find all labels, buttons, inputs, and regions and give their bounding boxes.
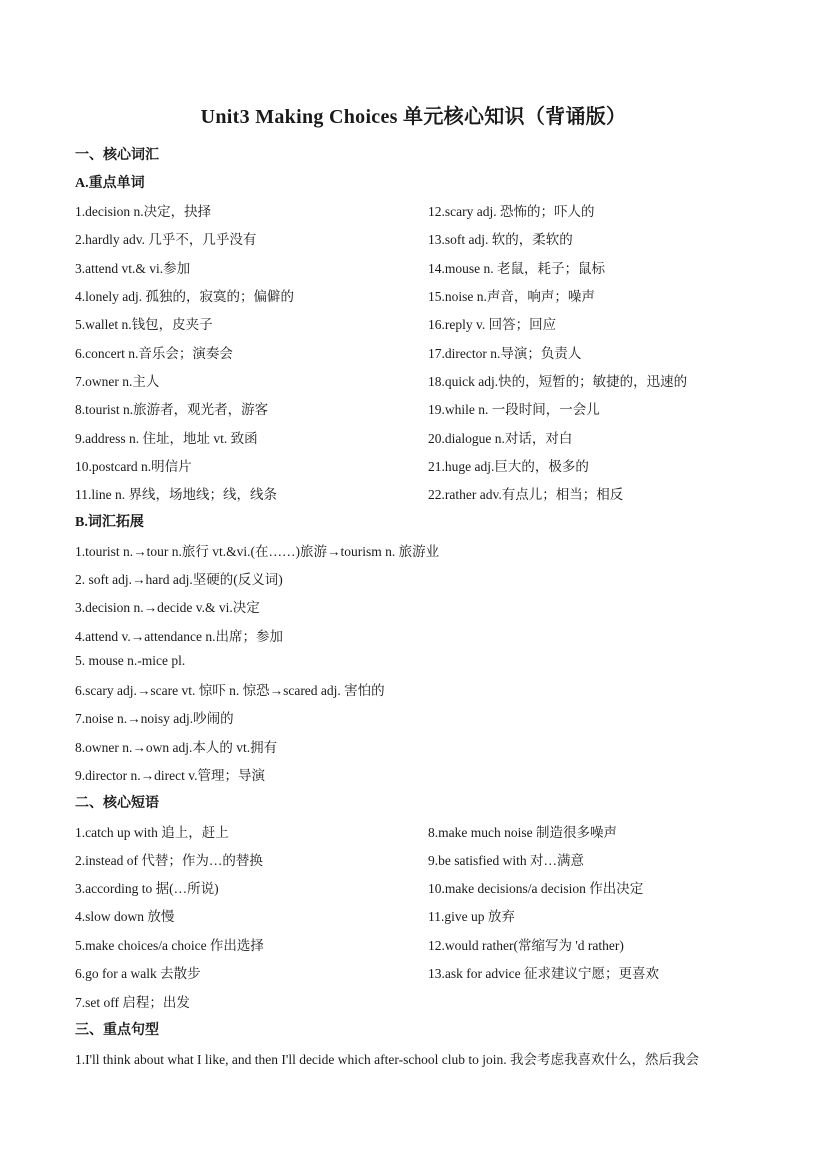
subheading-key-words: A.重点单词	[75, 176, 145, 191]
section-heading-sentences: 三、重点句型	[75, 1023, 159, 1038]
word-item: 10.postcard n.明信片	[75, 459, 192, 474]
word-item: 6.concert n.音乐会；演奏会	[75, 346, 233, 361]
expansion-item: 1.tourist n.→tour n.旅行 vt.&vi.(在……)旅游→tourism n. 旅游业	[75, 544, 440, 559]
phrase-item: 4.slow down 放慢	[75, 909, 175, 924]
phrase-item: 13.ask for advice 征求建议宁愿；更喜欢	[428, 966, 659, 981]
word-item: 22.rather adv.有点儿；相当；相反	[428, 487, 624, 502]
document-title: Unit3 Making Choices 单元核心知识（背诵版）	[200, 106, 627, 128]
word-item: 16.reply v. 回答；回应	[428, 317, 557, 332]
expansion-item: 4.attend v.→attendance n.出席；参加	[75, 629, 283, 644]
word-item: 20.dialogue n.对话，对白	[428, 431, 573, 446]
word-item: 14.mouse n. 老鼠，耗子；鼠标	[428, 261, 605, 276]
expansion-item: 9.director n.→direct v.管理；导演	[75, 768, 265, 783]
phrase-item: 7.set off 启程；出发	[75, 995, 190, 1010]
word-item: 19.while n. 一段时间，一会儿	[428, 402, 600, 417]
phrase-item: 11.give up 放弃	[428, 909, 515, 924]
phrase-item: 10.make decisions/a decision 作出决定	[428, 881, 644, 896]
word-item: 8.tourist n.旅游者，观光者，游客	[75, 402, 269, 417]
word-item: 1.decision n.决定，抉择	[75, 204, 212, 219]
word-item: 9.address n. 住址，地址 vt. 致函	[75, 431, 258, 446]
phrase-item: 6.go for a walk 去散步	[75, 966, 201, 981]
word-item: 7.owner n.主人	[75, 374, 160, 389]
expansion-item: 7.noise n.→noisy adj.吵闹的	[75, 711, 234, 726]
word-item: 15.noise n.声音，响声；噪声	[428, 289, 595, 304]
section-heading-vocab: 一、核心词汇	[75, 148, 159, 163]
phrase-item: 8.make much noise 制造很多噪声	[428, 825, 617, 840]
word-item: 5.wallet n.钱包，皮夹子	[75, 317, 213, 332]
phrase-item: 12.would rather(常缩写为 'd rather)	[428, 938, 624, 953]
expansion-item: 5. mouse n.-mice pl.	[75, 653, 186, 668]
phrase-item: 3.according to 据(…所说)	[75, 881, 219, 896]
word-item: 13.soft adj. 软的，柔软的	[428, 232, 573, 247]
word-item: 2.hardly adv. 几乎不，几乎没有	[75, 232, 257, 247]
expansion-item: 3.decision n.→decide v.& vi.决定	[75, 600, 260, 615]
word-item: 11.line n. 界线，场地线；线，线条	[75, 487, 277, 502]
section-heading-phrases: 二、核心短语	[75, 796, 159, 811]
expansion-item: 2. soft adj.→hard adj.坚硬的(反义词)	[75, 572, 283, 587]
sentence-item: 1.I'll think about what I like, and then I'll decide which after-school club to join. 我会考虑我喜欢什么，然后我会	[75, 1052, 699, 1067]
phrase-item: 2.instead of 代替；作为…的替换	[75, 853, 263, 868]
word-item: 3.attend vt.& vi.参加	[75, 261, 191, 276]
phrase-item: 5.make choices/a choice 作出选择	[75, 938, 264, 953]
word-item: 18.quick adj.快的，短暂的；敏捷的，迅速的	[428, 374, 688, 389]
phrase-item: 1.catch up with 追上，赶上	[75, 825, 229, 840]
word-item: 12.scary adj. 恐怖的；吓人的	[428, 204, 595, 219]
subheading-vocab-expansion: B.词汇拓展	[75, 515, 144, 530]
expansion-item: 6.scary adj.→scare vt. 惊吓 n. 惊恐→scared adj. 害怕的	[75, 683, 385, 698]
word-item: 17.director n.导演；负责人	[428, 346, 582, 361]
expansion-item: 8.owner n.→own adj.本人的 vt.拥有	[75, 740, 278, 755]
word-item: 21.huge adj.巨大的，极多的	[428, 459, 589, 474]
phrase-item: 9.be satisfied with 对…满意	[428, 853, 584, 868]
word-item: 4.lonely adj. 孤独的，寂寞的；偏僻的	[75, 289, 294, 304]
